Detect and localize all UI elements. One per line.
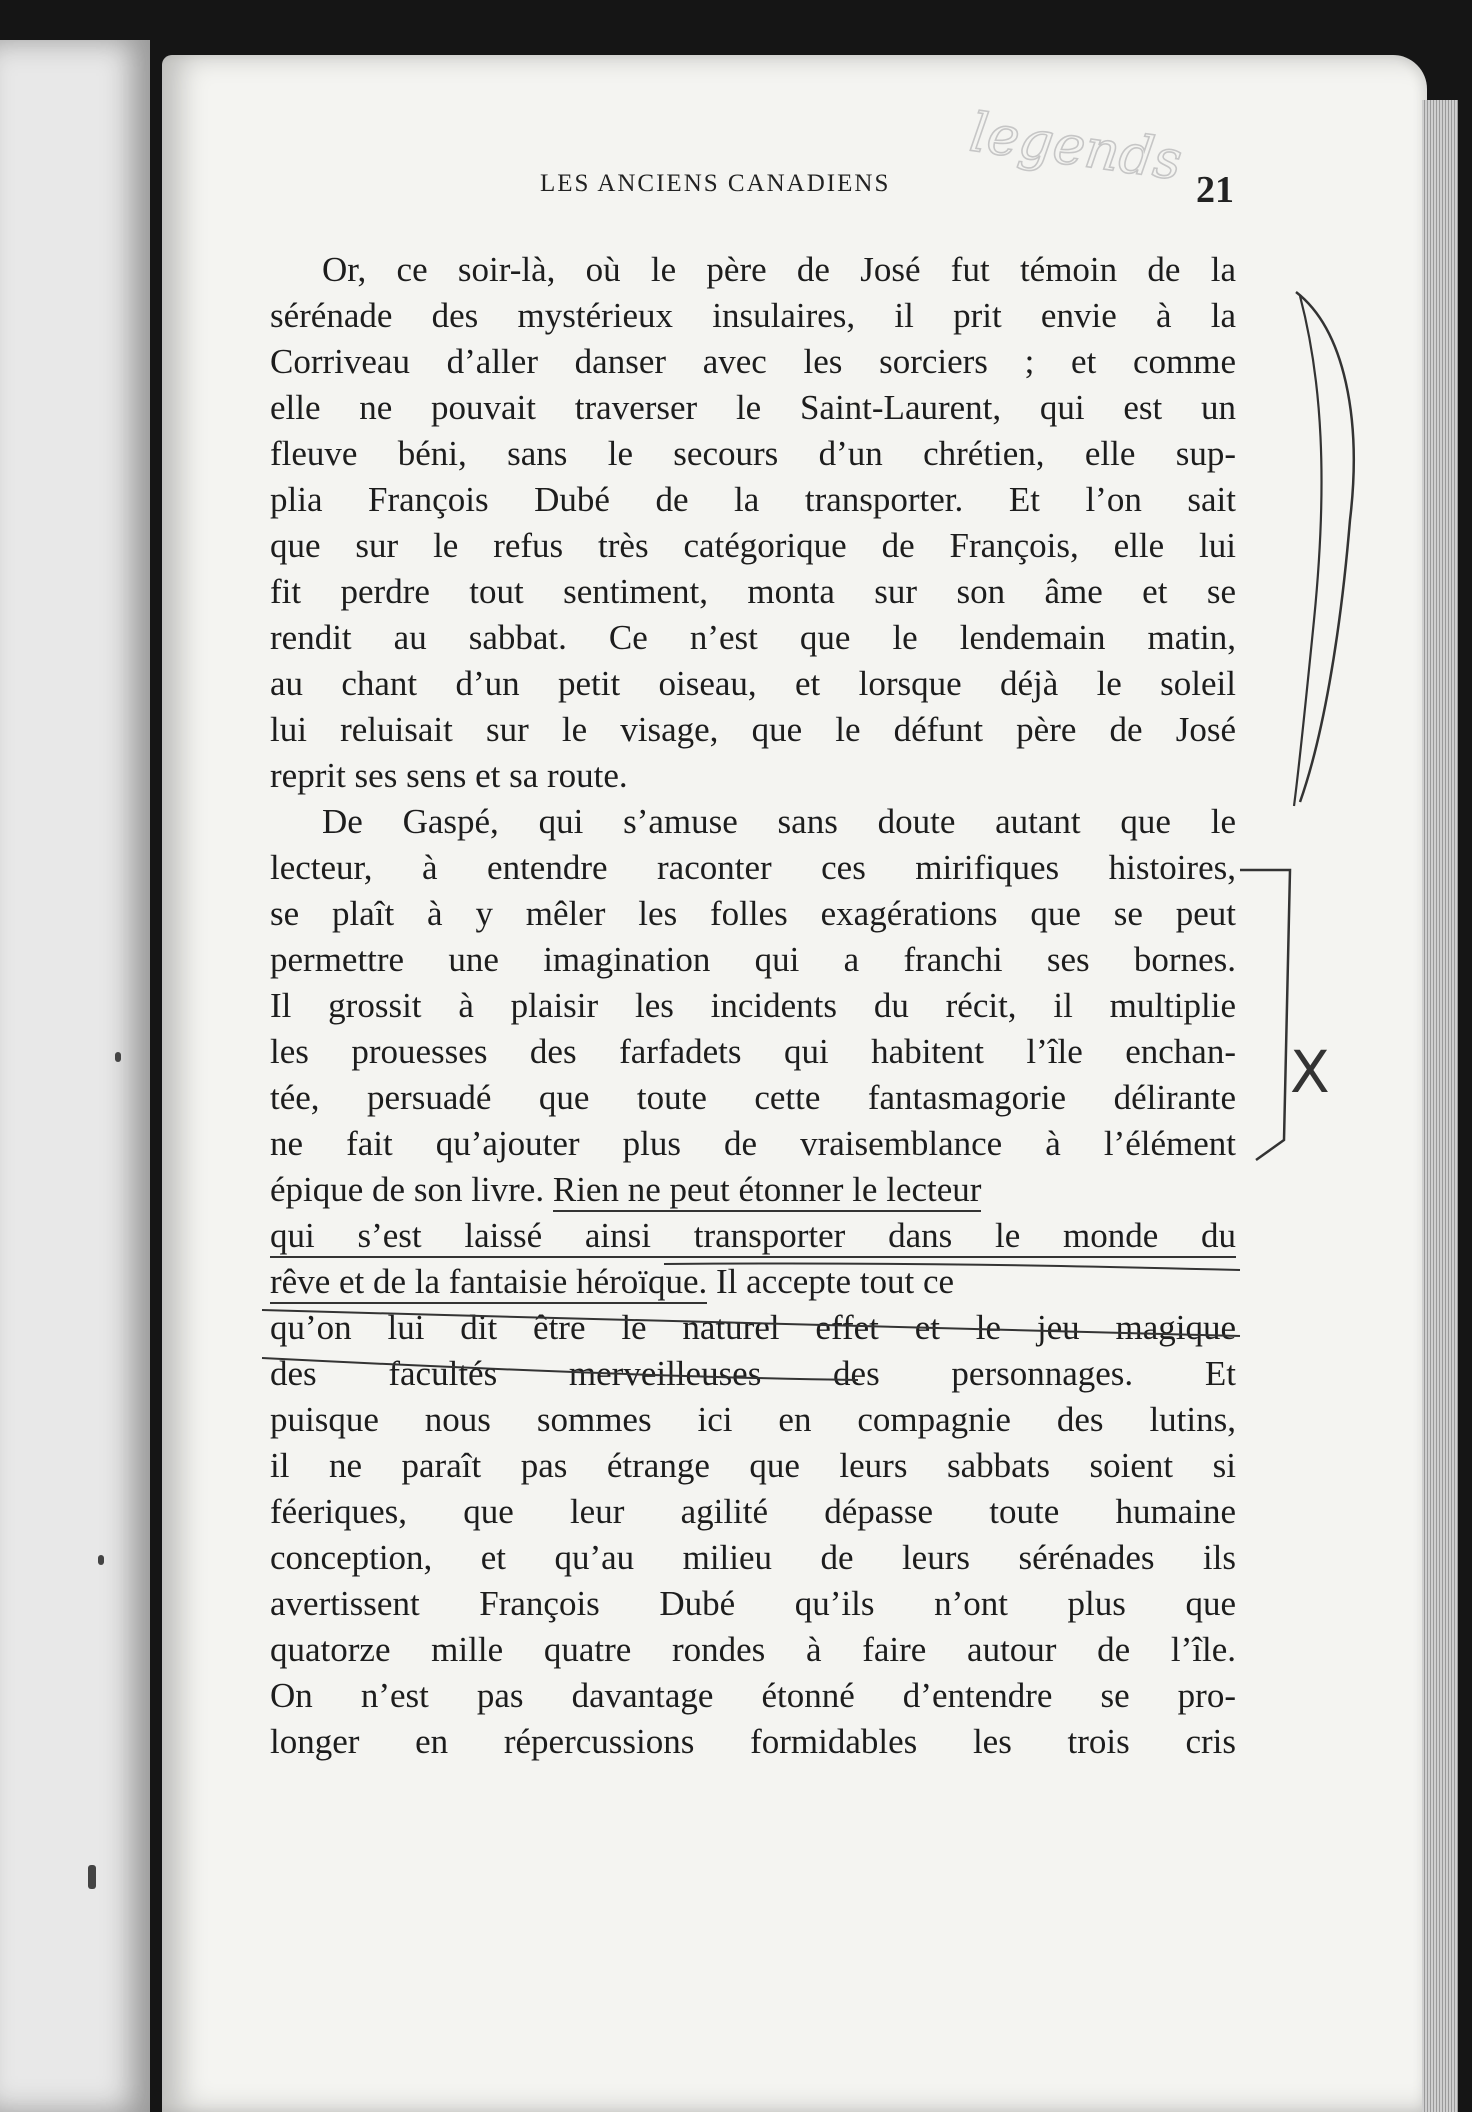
text-line: puisque nous sommes ici en compagnie des lutins, bbox=[270, 1400, 1236, 1439]
text-line: avertissent François Dubé qu’ils n’ont plus que bbox=[270, 1584, 1236, 1623]
text-line: il ne paraît pas étrange que leurs sabbats soient si bbox=[270, 1446, 1236, 1485]
binding-mark bbox=[88, 1865, 96, 1889]
text-line: sérénade des mystérieux insulaires, il prit envie à la bbox=[270, 296, 1236, 335]
text-line: les prouesses des farfadets qui habitent l’île enchan- bbox=[270, 1032, 1236, 1071]
text-line: rendit au sabbat. Ce n’est que le lendemain matin, bbox=[270, 618, 1236, 657]
underlined-text: Rien ne peut étonner le lecteur bbox=[553, 1170, 982, 1212]
text-line: qu’on lui dit être le naturel effet et le jeu magique bbox=[270, 1308, 1236, 1347]
text-line: que sur le refus très catégorique de François, elle lui bbox=[270, 526, 1236, 565]
margin-mark: X bbox=[1290, 1038, 1330, 1106]
text-segment: épique de son livre. bbox=[270, 1170, 553, 1209]
underlined-text: qui s’est laissé ainsi transporter dans le monde du bbox=[270, 1216, 1236, 1258]
text-line: quatorze mille quatre rondes à faire autour de l’île. bbox=[270, 1630, 1236, 1669]
left-page-edge bbox=[0, 40, 150, 2112]
page-number: 21 bbox=[1196, 169, 1234, 211]
text-line: tée, persuadé que toute cette fantasmagorie délirante bbox=[270, 1078, 1236, 1117]
text-line: au chant d’un petit oiseau, et lorsque déjà le soleil bbox=[270, 664, 1236, 703]
text-line: lecteur, à entendre raconter ces mirifiques histoires, bbox=[270, 848, 1236, 887]
text-line: ne fait qu’ajouter plus de vraisemblance à l’élément bbox=[270, 1124, 1236, 1163]
text-line: Il grossit à plaisir les incidents du récit, il multiplie bbox=[270, 986, 1236, 1025]
text-line bbox=[270, 1259, 1236, 1305]
text-line bbox=[270, 1167, 1236, 1213]
handwritten-note: legends bbox=[966, 100, 1186, 193]
binding-mark bbox=[115, 1052, 121, 1062]
text-line: Or, ce soir-là, où le père de José fut témoin de la bbox=[322, 250, 1236, 289]
text-line bbox=[270, 1213, 1236, 1259]
text-line: lui reluisait sur le visage, que le défunt père de José bbox=[270, 710, 1236, 749]
text-line: féeriques, que leur agilité dépasse toute humaine bbox=[270, 1492, 1236, 1531]
text-segment: Il accepte tout ce bbox=[707, 1262, 955, 1301]
text-line: des facultés merveilleuses des personnages. Et bbox=[270, 1354, 1236, 1393]
text-line: permettre une imagination qui a franchi ses bornes. bbox=[270, 940, 1236, 979]
text-line: elle ne pouvait traverser le Saint-Laurent, qui est un bbox=[270, 388, 1236, 427]
text-line: fleuve béni, sans le secours d’un chrétien, elle sup- bbox=[270, 434, 1236, 473]
text-line: Corriveau d’aller danser avec les sorciers ; et comme bbox=[270, 342, 1236, 381]
text-line: reprit ses sens et sa route. bbox=[270, 756, 628, 795]
text-line: On n’est pas davantage étonné d’entendre se pro- bbox=[270, 1676, 1236, 1715]
text-line: conception, et qu’au milieu de leurs sérénades ils bbox=[270, 1538, 1236, 1577]
text-line: fit perdre tout sentiment, monta sur son âme et se bbox=[270, 572, 1236, 611]
running-header: LES ANCIENS CANADIENS bbox=[540, 170, 891, 197]
binding-mark bbox=[98, 1555, 104, 1565]
text-line: longer en répercussions formidables les trois cris bbox=[270, 1722, 1236, 1761]
text-line: De Gaspé, qui s’amuse sans doute autant que le bbox=[322, 802, 1236, 841]
underlined-text: rêve et de la fantaisie héroïque. bbox=[270, 1262, 707, 1304]
page-stack-edge bbox=[1422, 100, 1458, 2112]
text-line: se plaît à y mêler les folles exagérations que se peut bbox=[270, 894, 1236, 933]
text-line: plia François Dubé de la transporter. Et l’on sait bbox=[270, 480, 1236, 519]
